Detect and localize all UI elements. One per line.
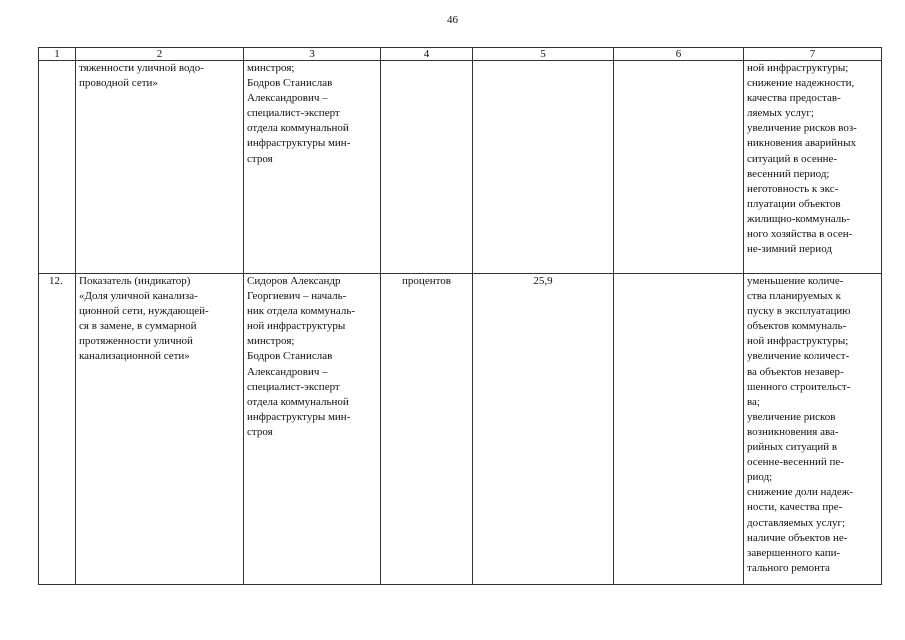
indicator-table (38, 47, 882, 585)
value (473, 61, 614, 274)
column-header-1: 1 (39, 48, 76, 61)
responsible-persons: Сидоров Александр Георгиевич – началь- ник отдела коммуналь- ной инфраструктуры минстроя; Бодров Станислав Александрович – специалист-эксперт отдела коммунальной инфраструктуры мин- строя (244, 274, 381, 585)
column-header-6: 6 (614, 48, 744, 61)
page-number: 46 (447, 14, 458, 26)
column-header-3: 3 (244, 48, 381, 61)
unit: процентов (381, 274, 473, 585)
column-header-4: 4 (381, 48, 473, 61)
column-header-5: 5 (473, 48, 614, 61)
responsible-persons: минстроя; Бодров Станислав Александрович – специалист-эксперт отдела коммунальной инфраструктуры мин- строя (244, 61, 381, 274)
risks: уменьшение количе- ства планируемых к пуску в эксплуатацию объектов коммуналь- ной инфраструктуры; увеличение количест- ва объектов незавер- шенного строительст- ва; увеличение рисков возникновения ава- рийных ситуаций в осенне-весенний пе- риод; снижение доли надеж- ности, качества пре- доставляемых услуг; наличие объектов не- завершенного капи- тального ремонта (744, 274, 882, 585)
indicator-name: тяженности уличной водо- проводной сети» (76, 61, 244, 274)
row-number (39, 61, 76, 274)
row-number: 12. (39, 274, 76, 585)
unit (381, 61, 473, 274)
column-header-7: 7 (744, 48, 882, 61)
table-row (39, 61, 882, 274)
column-6-cell (614, 274, 744, 585)
column-6-cell (614, 61, 744, 274)
column-header-2: 2 (76, 48, 244, 61)
value: 25,9 (473, 274, 614, 585)
indicator-name: Показатель (индикатор) «Доля уличной канализа- ционной сети, нуждающей- ся в замене, в суммарной протяженности уличной канализационной сети» (76, 274, 244, 585)
table-row (39, 274, 882, 585)
risks: ной инфраструктуры; снижение надежности, качества предостав- ляемых услуг; увеличение рисков воз- никновения аварийных ситуаций в осенне- весенний период; неготовность к экс- плуатации объектов жилищно-коммуналь- ного хозяйства в осен- не-зимний период (744, 61, 882, 274)
header-row (39, 48, 882, 61)
